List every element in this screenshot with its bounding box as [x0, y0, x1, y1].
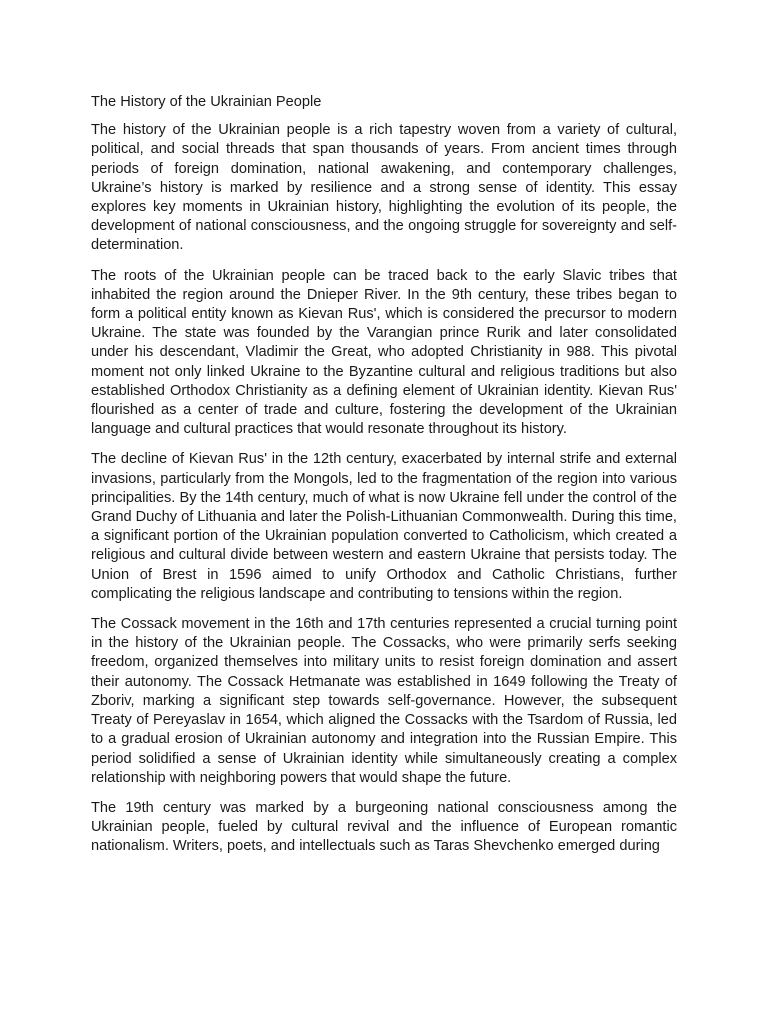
- document-page: [91, 93, 677, 868]
- paragraph-19th-century: The 19th century was marked by a burgeoning national consciousness among the Ukrainian people, fueled by cultural revival and the influence of European romantic nationalism. Writers, poets, and intellectuals such as Taras Shevchenko emerged during: [91, 799, 677, 855]
- paragraph-decline: The decline of Kievan Rus' in the 12th century, exacerbated by internal strife and external invasions, particularly from the Mongols, led to the fragmentation of the region into various principalities. By the 14th century, much of what is now Ukraine fell under the control of the Grand Duchy of Lithuania and later the Polish-Lithuanian Commonwealth. During this time, a significant portion of the Ukrainian population converted to Catholicism, which created a religious and cultural divide between western and eastern Ukraine that persists today. The Union of Brest in 1596 aimed to unify Orthodox and Catholic Christians, further complicating the religious landscape and contributing to tensions within the region.: [91, 451, 677, 602]
- paragraph-cossacks: The Cossack movement in the 16th and 17th centuries represented a crucial turning point in the history of the Ukrainian people. The Cossacks, who were primarily serfs seeking freedom, organized themselves into military units to resist foreign domination and assert their autonomy. The Cossack Hetmanate was established in 1649 following the Treaty of Zboriv, marking a significant step towards self-governance. However, the subsequent Treaty of Pereyaslav in 1654, which aligned the Cossacks with the Tsardom of Russia, led to a gradual erosion of Ukrainian autonomy and integration into the Russian Empire. This period solidified a sense of Ukrainian identity while simultaneously creating a complex relationship with neighboring powers that would shape the future.: [91, 616, 677, 786]
- paragraph-kievan-rus: The roots of the Ukrainian people can be traced back to the early Slavic tribes that inhabited the region around the Dnieper River. In the 9th century, these tribes began to form a political entity known as Kievan Rus', which is considered the precursor to modern Ukraine. The state was founded by the Varangian prince Rurik and later consolidated under his descendant, Vladimir the Great, who adopted Christianity in 988. This pivotal moment not only linked Ukraine to the Byzantine cultural and religious traditions but also established Orthodox Christianity as a defining element of Ukrainian identity. Kievan Rus' flourished as a center of trade and culture, fostering the development of the Ukrainian language and cultural practices that would resonate throughout its history.: [91, 267, 677, 438]
- document-title: The History of the Ukrainian People: [91, 94, 322, 110]
- paragraph-intro: The history of the Ukrainian people is a rich tapestry woven from a variety of cultural, political, and social threads that span thousands of years. From ancient times through periods of foreign domination, national awakening, and contemporary challenges, Ukraine’s history is marked by resilience and a strong sense of identity. This essay explores key moments in Ukrainian history, highlighting the evolution of its people, the development of national consciousness, and the ongoing struggle for sovereignty and self-determination.: [91, 122, 677, 254]
